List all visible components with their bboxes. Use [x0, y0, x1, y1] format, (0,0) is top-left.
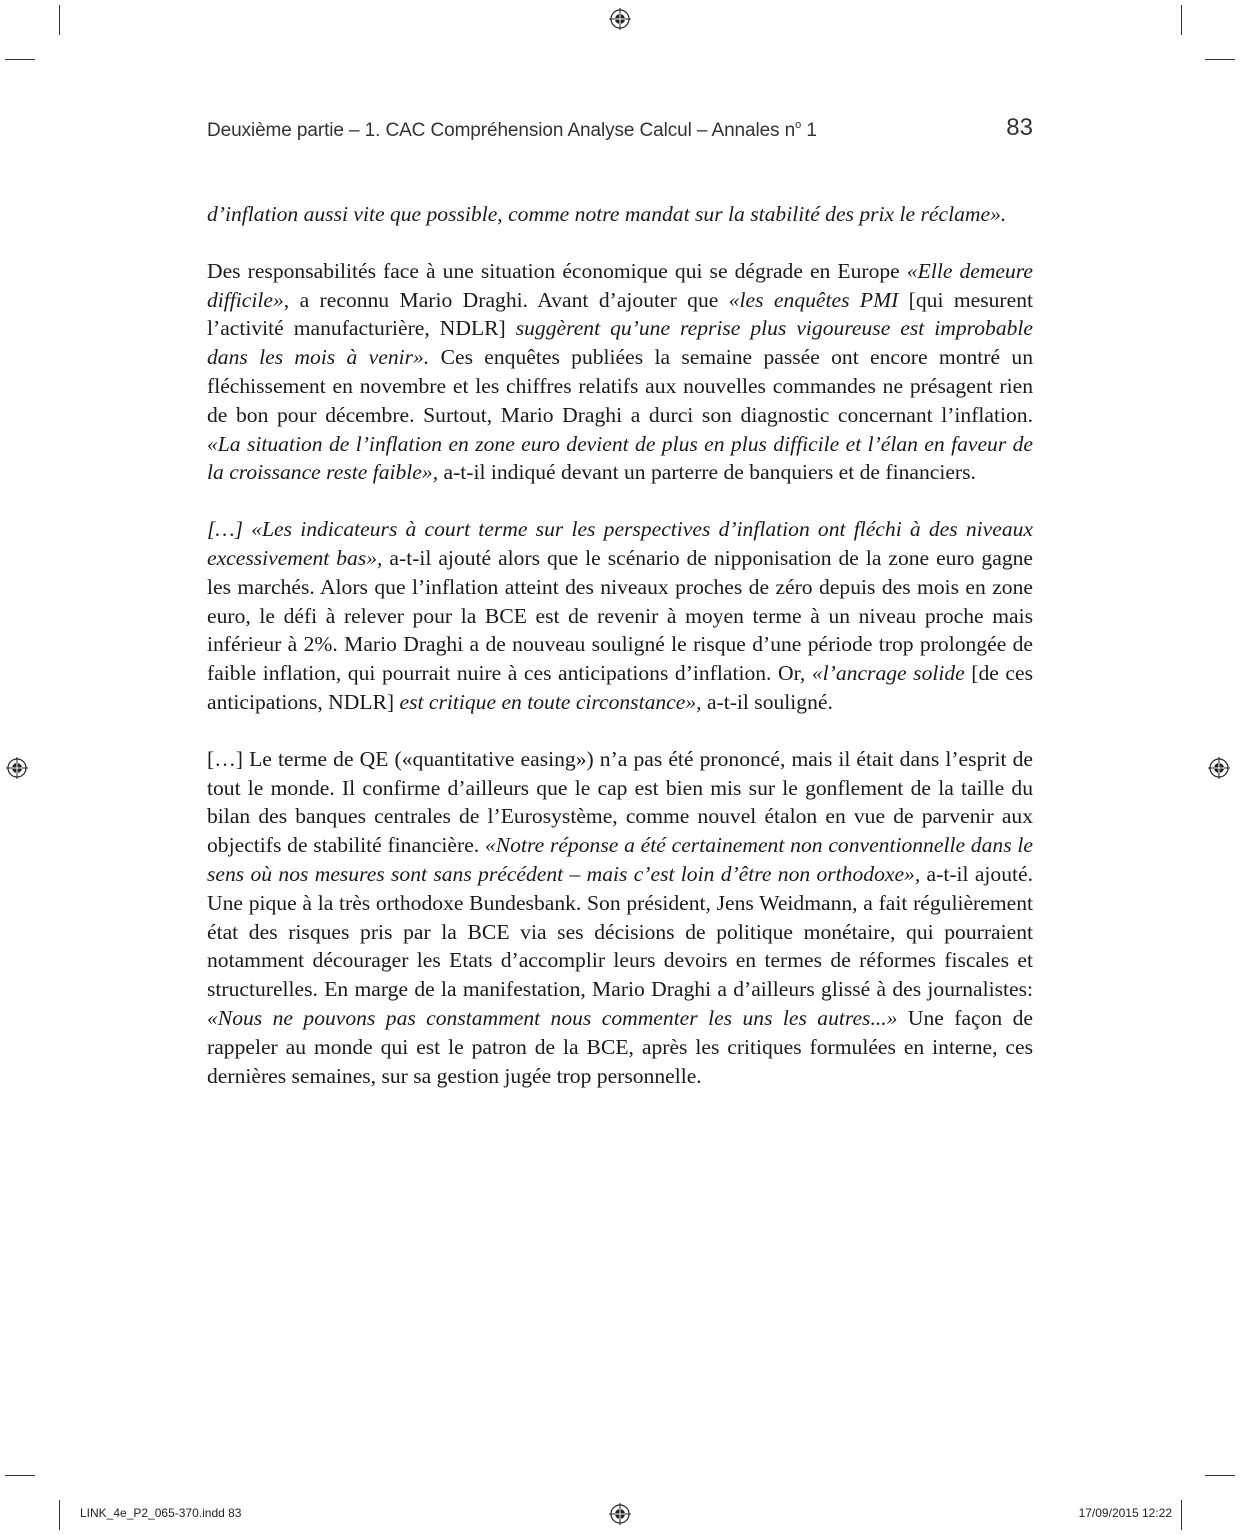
paragraph	[207, 257, 1033, 487]
header-title-number: 1	[801, 120, 817, 141]
article-body	[207, 200, 1033, 1118]
crop-mark	[1181, 1500, 1182, 1530]
body-text-run: a-t-il ajouté alors que le scénario de nipponisation de la zone euro gagne les marchés. Alors que l’inflation atteint des niveaux proches de zéro depuis des mois en zone euro, le défi à relever pour la BCE est de revenir à moyen terme à un niveau proche mais inférieur à 2%. Mario Draghi a de nouveau souligné le risque d’une période trop prolongée de faible inflation, qui pourrait nuire à ces anticipations d’inflation. Or,	[207, 545, 1033, 686]
body-text-run: a-t-il ajouté. Une pique à la très orthodoxe Bundesbank. Son président, Jens Weidmann, a fait régulièrement état des risques pris par la BCE via ses décisions de politique monétaire, qui pourraient notamment décourager les Etats d’accomplir leurs devoirs en termes de réformes fiscales et structurelles. En marge de la manifestation, Mario Draghi a d’ailleurs glissé à des journalistes:	[207, 861, 1033, 1002]
body-text-run: [qui mesurent l’activité manufacturière, NDLR]	[207, 287, 1034, 341]
crop-mark	[1205, 59, 1235, 60]
slug-date: 17/09/2015 12:22	[1078, 1506, 1172, 1520]
crop-mark	[5, 59, 35, 60]
registration-mark-icon	[609, 8, 631, 30]
crop-mark	[5, 1475, 35, 1476]
body-text-run: […] Le terme de QE («quantitative easing») n’a pas été prononcé, mais il était dans l’esprit de tout le monde. Il confirme d’ailleurs que le cap est bien mis sur le gonflement de la taille du bilan des banques centrales de l’Eurosystème, comme nouvel étalon en vue de parvenir aux objectifs de stabilité financière.	[207, 746, 1033, 858]
quote-text: «Nous ne pouvons pas constamment nous commenter les uns les autres...»	[207, 1005, 898, 1030]
crop-mark	[1181, 5, 1182, 35]
crop-mark	[1205, 1475, 1235, 1476]
paragraph	[207, 515, 1033, 717]
quote-text: d’inflation aussi vite que possible, comme notre mandat sur la stabilité des prix le réclame».	[207, 202, 1007, 226]
quote-text: «les enquêtes PMI	[728, 287, 899, 312]
header-title-text: Deuxième partie – 1. CAC Compréhension Analyse Calcul – Annales n	[207, 120, 796, 141]
quote-text: «l’ancrage solide	[811, 661, 965, 686]
paragraph	[207, 200, 1033, 229]
quote-text: «Elle demeure difficile»,	[207, 258, 1033, 312]
quote-text: […] «Les indicateurs à court terme sur les perspectives d’inflation ont fléchi à des niveaux excessivement bas»,	[207, 517, 1033, 570]
body-text-run: Ces enquêtes publiées la semaine passée ont encore montré un fléchissement en novembre et les chiffres relatifs aux nouvelles commandes ne présagent rien de bon pour décembre. Surtout, Mario Draghi a durci son diagnostic concernant l’inflation.	[207, 345, 1033, 427]
body-text-run: a-t-il indiqué devant un parterre de banquiers et de financiers.	[438, 460, 976, 485]
body-text-run: Une façon de rappeler au monde qui est le patron de la BCE, après les critiques formulées en interne, ces dernières semaines, sur sa gestion jugée trop personnelle.	[207, 1005, 1034, 1088]
quote-text: «Notre réponse a été certainement non conventionnelle dans le sens où nos mesures sont sans précédent – mais c’est loin d’être non orthodoxe»,	[207, 833, 1033, 886]
body-text-run: [de ces anticipations, NDLR]	[207, 661, 1033, 714]
registration-mark-icon	[609, 1503, 631, 1525]
registration-mark-icon	[6, 757, 28, 779]
page-number: 83	[1006, 114, 1033, 141]
quote-text: est critique en toute circonstance»,	[399, 689, 702, 714]
registration-mark-icon	[1208, 757, 1230, 779]
paragraph	[207, 745, 1033, 1091]
slug-file: LINK_4e_P2_065-370.indd 83	[80, 1506, 242, 1520]
quote-text: «La situation de l’inflation en zone euro devient de plus en plus difficile et l’élan en faveur de la croissance reste faible»,	[207, 431, 1033, 485]
body-text-run: Des responsabilités face à une situation économique qui se dégrade en Europe	[207, 258, 907, 283]
header-title-superscript: o	[795, 119, 802, 131]
crop-mark	[59, 5, 60, 35]
crop-mark	[59, 1500, 60, 1530]
quote-text: suggèrent qu’une reprise plus vigoureuse est improbable dans les mois à venir».	[207, 316, 1033, 370]
running-header	[207, 112, 1033, 148]
body-text-run: a reconnu Mario Draghi. Avant d’ajouter que	[289, 287, 729, 312]
body-text-run: a-t-il souligné.	[701, 689, 833, 714]
header-title	[207, 119, 817, 142]
